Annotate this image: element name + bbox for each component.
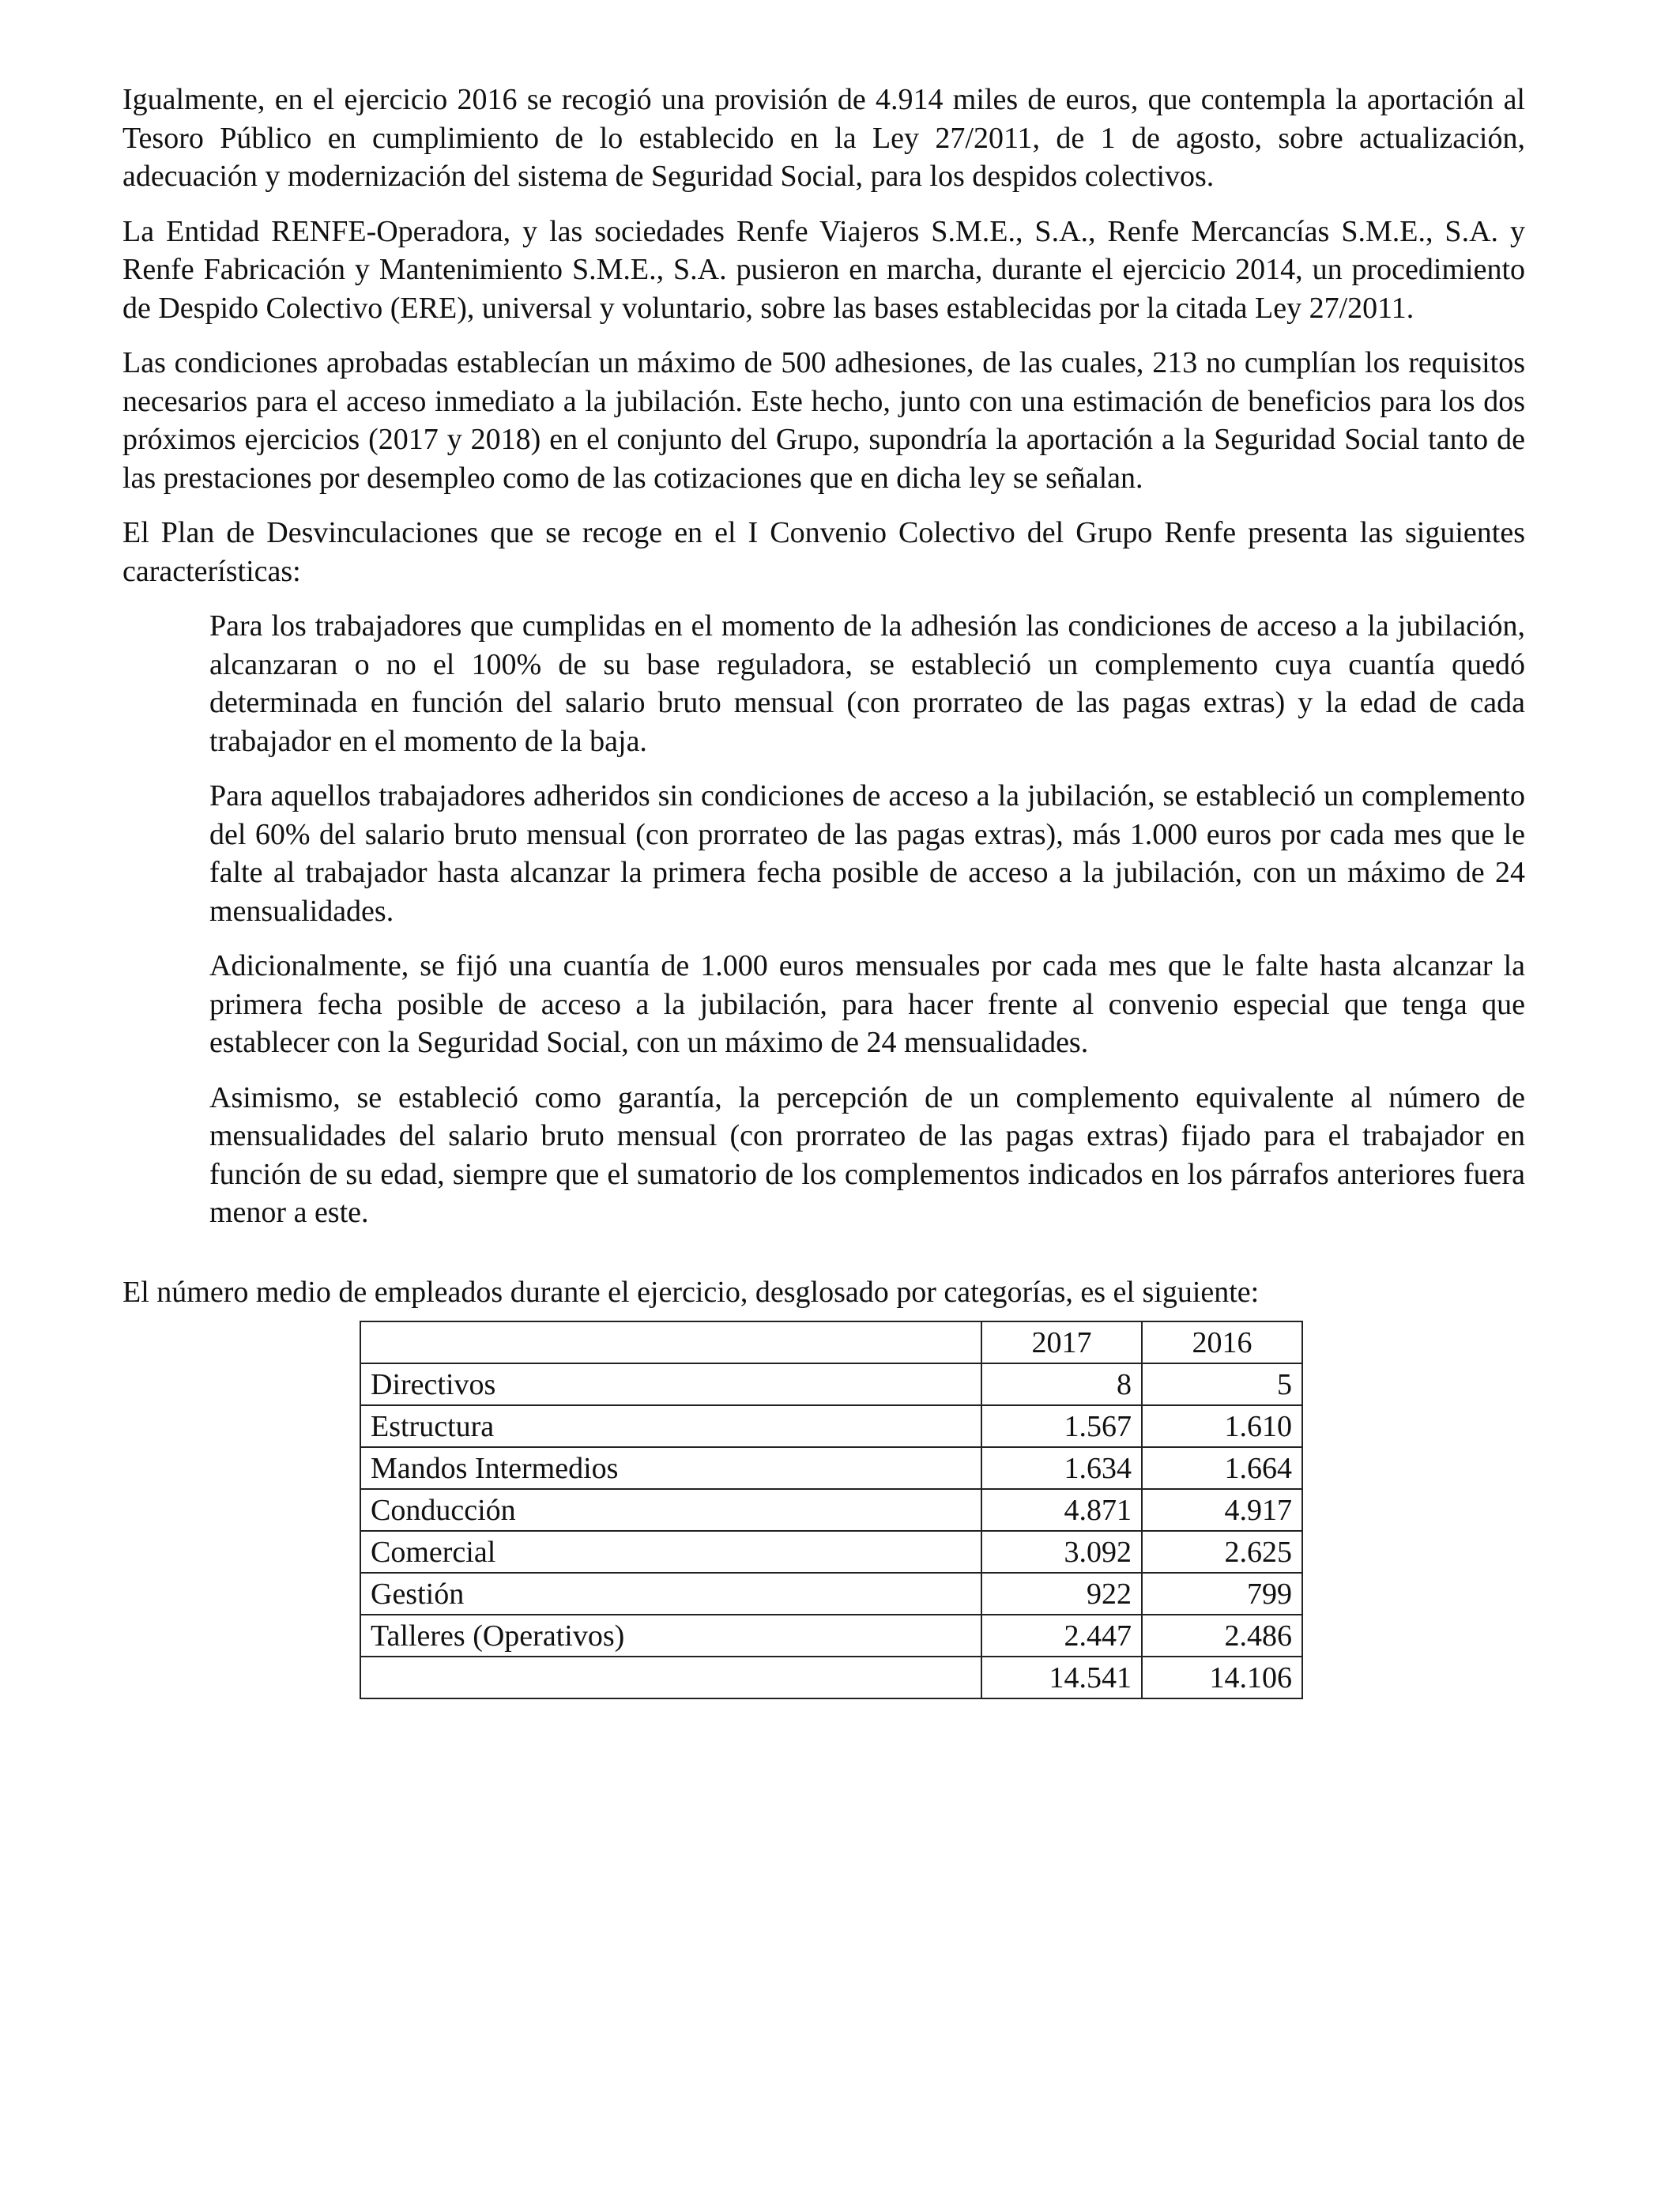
table-row [360, 1489, 1302, 1531]
row-value-2016: 5 [1142, 1363, 1302, 1405]
header-category [360, 1321, 981, 1363]
header-2017: 2017 [981, 1321, 1142, 1363]
row-value-2017: 3.092 [981, 1531, 1142, 1573]
table-row [360, 1447, 1302, 1489]
row-value-2016: 1.664 [1142, 1447, 1302, 1489]
paragraph-plan-desvinculaciones: El Plan de Desvinculaciones que se recoge en el I Convenio Colectivo del Grupo Renfe presenta las siguientes características: [122, 516, 1525, 588]
row-category: Estructura [360, 1405, 981, 1447]
table-row [360, 1573, 1302, 1615]
row-value-2017: 4.871 [981, 1489, 1142, 1531]
row-category: Gestión [360, 1573, 981, 1615]
employees-table [360, 1321, 1303, 1699]
row-value-2016: 799 [1142, 1573, 1302, 1615]
row-value-2017: 1.634 [981, 1447, 1142, 1489]
indented-paragraph-jubilacion: Para los trabajadores que cumplidas en el momento de la adhesión las condiciones de acceso a la jubilación, alcanzaran o no el 100% de su base reguladora, se estableció un complemento cuya cuantía quedó determinada en función del salario bruto mensual (con prorrateo de las pagas extras) y la edad de cada trabajador en el momento de la baja. [209, 609, 1525, 758]
table-intro: El número medio de empleados durante el ejercicio, desglosado por categorías, es el siguiente: [122, 1275, 1260, 1309]
row-category: Directivos [360, 1363, 981, 1405]
row-value-2016: 4.917 [1142, 1489, 1302, 1531]
row-value-2017: 8 [981, 1363, 1142, 1405]
document-page [122, 81, 1525, 1699]
row-value-2016: 2.625 [1142, 1531, 1302, 1573]
row-category: Comercial [360, 1531, 981, 1573]
row-value-2017: 2.447 [981, 1615, 1142, 1657]
indented-paragraph-sin-condiciones: Para aquellos trabajadores adheridos sin condiciones de acceso a la jubilación, se estableció un complemento del 60% del salario bruto mensual (con prorrateo de las pagas extras), más 1.000 euros por cada mes que le falte al trabajador hasta alcanzar la primera fecha posible de acceso a la jubilación, con un máximo de 24 mensualidades. [209, 779, 1525, 928]
table-row [360, 1531, 1302, 1573]
table-row [360, 1405, 1302, 1447]
table-row [360, 1615, 1302, 1657]
row-category: Mandos Intermedios [360, 1447, 981, 1489]
row-value-2017: 922 [981, 1573, 1142, 1615]
paragraph-conditions: Las condiciones aprobadas establecían un máximo de 500 adhesiones, de las cuales, 213 no cumplían los requisitos necesarios para el acceso inmediato a la jubilación. Este hecho, junto con una estimación de beneficios para los dos próximos ejercicios (2017 y 2018) en el conjunto del Grupo, supondría la aportación a la Seguridad Social tanto de las prestaciones por desempleo como de las cotizaciones que en dicha ley se señalan. [122, 346, 1525, 495]
total-2016: 14.106 [1142, 1657, 1302, 1698]
paragraph-provision-2016: Igualmente, en el ejercicio 2016 se recogió una provisión de 4.914 miles de euros, que contempla la aportación al Tesoro Público en cumplimiento de lo establecido en la Ley 27/2011, de 1 de agosto, sobre actualización, adecuación y modernización del sistema de Seguridad Social, para los despidos colectivos. [122, 83, 1525, 193]
row-category: Conducción [360, 1489, 981, 1531]
indented-paragraph-adicionalmente: Adicionalmente, se fijó una cuantía de 1.000 euros mensuales por cada mes que le falte hasta alcanzar la primera fecha posible de acceso a la jubilación, para hacer frente al convenio especial que tenga que establecer con la Seguridad Social, con un máximo de 24 mensualidades. [209, 949, 1525, 1059]
table-header-row [360, 1321, 1302, 1363]
paragraph-ere-2014: La Entidad RENFE-Operadora, y las sociedades Renfe Viajeros S.M.E., S.A., Renfe Mercancías S.M.E., S.A. y Renfe Fabricación y Mantenimiento S.M.E., S.A. pusieron en marcha, durante el ejercicio 2014, un procedimiento de Despido Colectivo (ERE), universal y voluntario, sobre las bases establecidas por la citada Ley 27/2011. [122, 214, 1525, 325]
row-value-2016: 1.610 [1142, 1405, 1302, 1447]
table-total-row [360, 1657, 1302, 1698]
header-2016: 2016 [1142, 1321, 1302, 1363]
row-category: Talleres (Operativos) [360, 1615, 981, 1657]
row-value-2017: 1.567 [981, 1405, 1142, 1447]
row-value-2016: 2.486 [1142, 1615, 1302, 1657]
table-row [360, 1363, 1302, 1405]
total-label [360, 1657, 981, 1698]
total-2017: 14.541 [981, 1657, 1142, 1698]
indented-paragraph-garantia: Asimismo, se estableció como garantía, la percepción de un complemento equivalente al número de mensualidades del salario bruto mensual (con prorrateo de las pagas extras) fijado para el trabajador en función de su edad, siempre que el sumatorio de los complementos indicados en los párrafos anteriores fuera menor a este. [209, 1080, 1525, 1229]
